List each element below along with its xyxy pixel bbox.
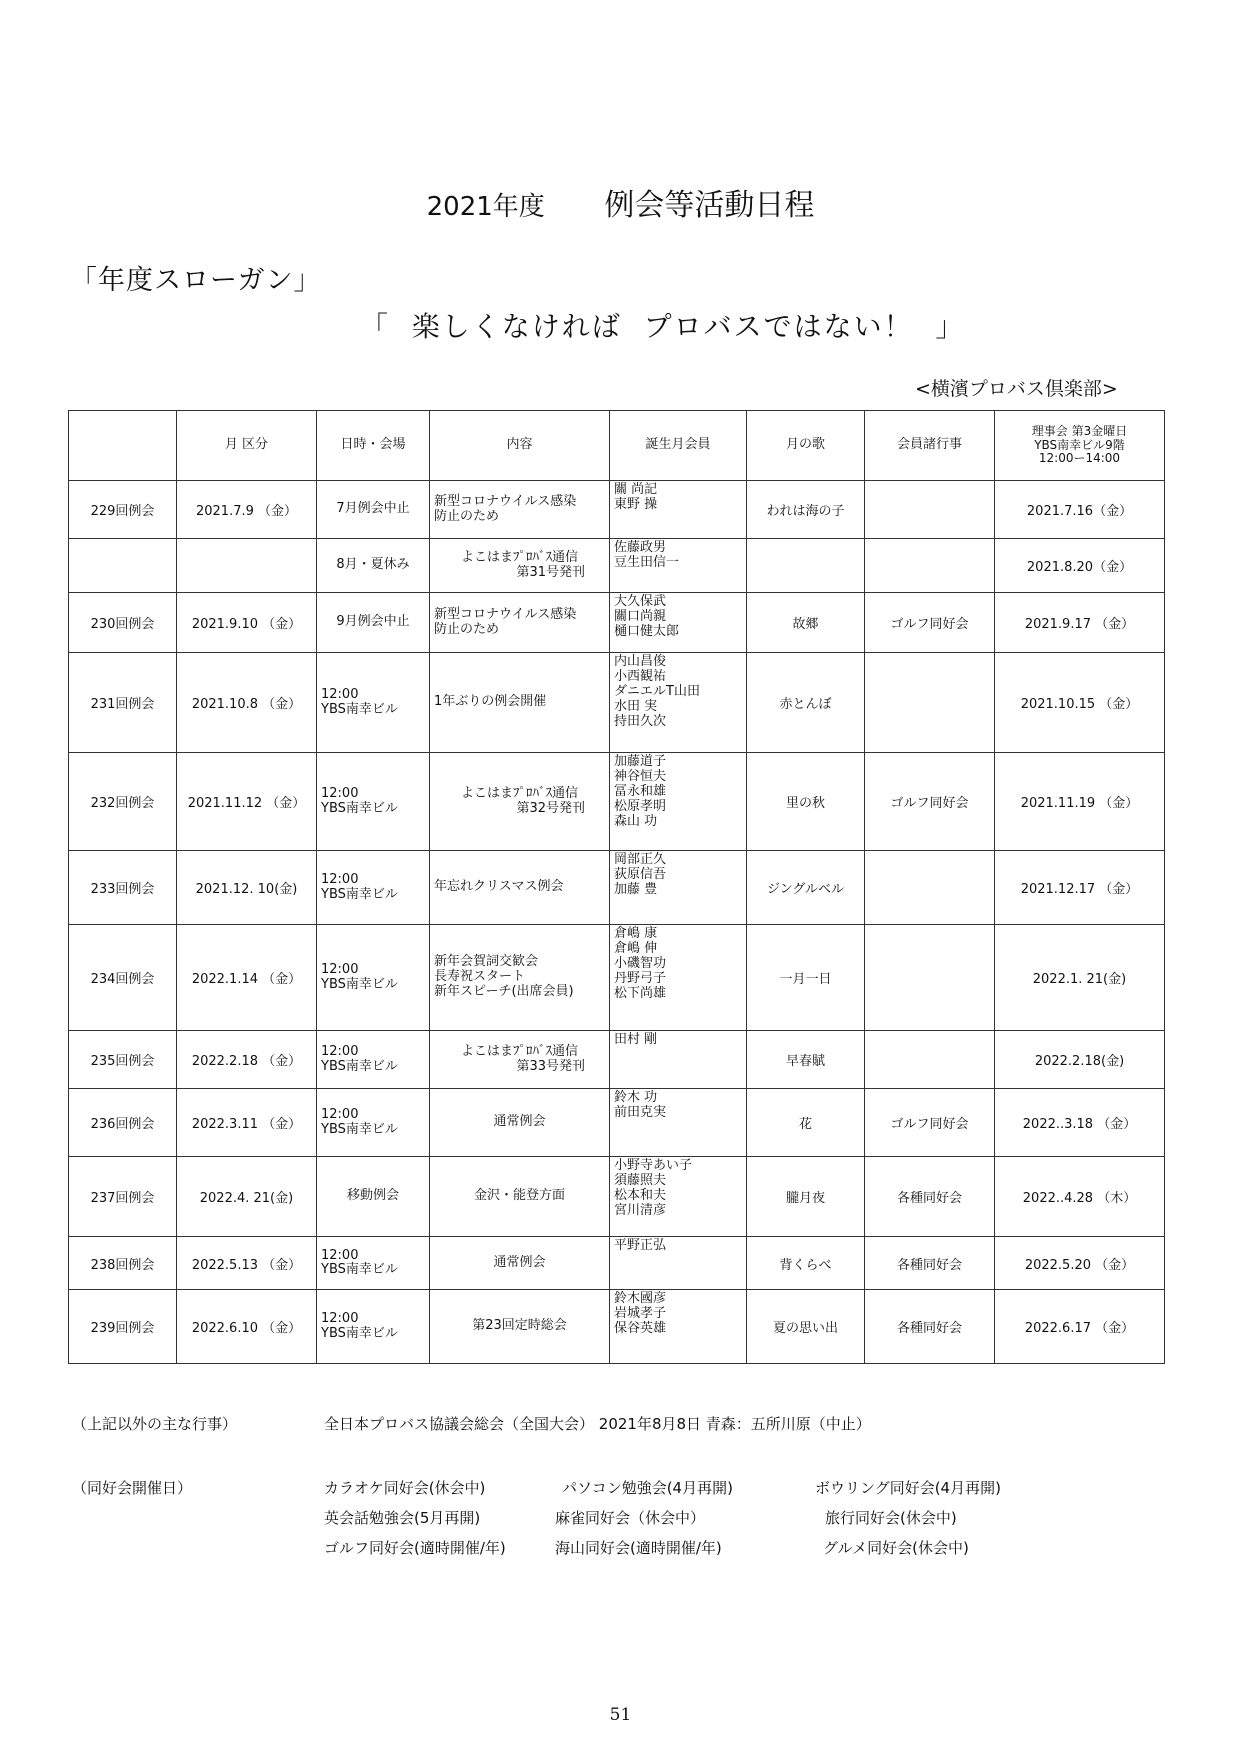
other-events-text: 全日本プロバス協議会総会（全国大会） 2021年8月8日 青森：五所川原（中止） — [324, 1415, 871, 1433]
birthday-cell-line: 保谷英雄 — [614, 1320, 667, 1336]
other-events-label: （上記以外の主な行事） — [72, 1415, 238, 1433]
content-cell-line: よこはまﾌﾟﾛﾊﾞｽ通信 — [460, 785, 578, 801]
table-row — [69, 481, 1165, 539]
content-cell-line: よこはまﾌﾟﾛﾊﾞｽ通信 — [460, 1043, 578, 1059]
table-header-row — [69, 411, 1165, 481]
events-cell — [865, 925, 995, 1031]
birthday-cell-line: 佐藤政男 — [614, 540, 667, 555]
birthday-cell-line: 松下尚雄 — [614, 985, 667, 1001]
venue-cell-line: 移動例会 — [346, 1188, 399, 1204]
meeting-cell: 237回例会 — [69, 1157, 177, 1237]
header-meeting — [69, 411, 177, 481]
birthday-cell-line: 平野正弘 — [614, 1238, 667, 1253]
content-cell — [430, 1089, 610, 1157]
venue-cell-line: YBS南幸ビル — [321, 1058, 398, 1074]
content-cell-line: 1年ぶりの例会開催 — [434, 694, 547, 710]
header-month: 月 区分 — [177, 411, 317, 481]
content-cell-line: 第33号発刊 — [516, 1058, 585, 1074]
birthday-cell-line: 關口尚親 — [614, 608, 667, 624]
schedule-table — [68, 410, 1165, 1364]
birthday-cell-line: ダニエルT山田 — [614, 683, 700, 699]
events-cell — [865, 481, 995, 539]
header-content: 内容 — [430, 411, 610, 481]
table-row — [69, 1089, 1165, 1157]
song-cell: われは海の子 — [747, 481, 865, 539]
birthday-cell-line: 東野 操 — [614, 496, 658, 512]
events-cell — [865, 851, 995, 925]
header-song: 月の歌 — [747, 411, 865, 481]
birthday-cell-line: 持田久次 — [614, 713, 667, 729]
birthday-cell — [610, 1089, 747, 1157]
slogan-text: 「 楽しくなければ プロバスではない！ 」 — [360, 310, 966, 343]
birthday-cell — [610, 753, 747, 851]
date-cell: 2022.4. 21(金) — [177, 1157, 317, 1237]
birthday-cell-line: 鈴木 功 — [614, 1090, 658, 1105]
date-cell: 2022.5.13 （金） — [177, 1237, 317, 1290]
content-cell — [430, 1157, 610, 1237]
birthday-cell-line: 荻原信吾 — [614, 866, 667, 882]
table-row — [69, 1290, 1165, 1364]
venue-cell — [317, 1089, 430, 1157]
venue-cell-line: YBS南幸ビル — [321, 976, 398, 992]
table-row — [69, 925, 1165, 1031]
events-cell: 各種同好会 — [865, 1237, 995, 1290]
board-date-cell: 2022.6.17 （金） — [995, 1290, 1165, 1364]
birthday-cell-line: 丹野弓子 — [614, 970, 667, 986]
venue-cell-line: 8月・夏休み — [336, 557, 410, 573]
birthday-cell-line: 前田克実 — [614, 1104, 667, 1120]
date-cell: 2021.12. 10(金) — [177, 851, 317, 925]
header-venue: 日時・会場 — [317, 411, 430, 481]
club-item: 英会話勉強会(5月再開) — [324, 1509, 481, 1527]
meeting-cell: 232回例会 — [69, 753, 177, 851]
header-board — [995, 411, 1165, 481]
club-item: ゴルフ同好会(適時開催/年) — [324, 1539, 506, 1557]
birthday-cell-line: 小野寺あい子 — [614, 1158, 693, 1173]
venue-cell — [317, 593, 430, 653]
venue-cell-line: YBS南幸ビル — [321, 1325, 398, 1341]
venue-cell — [317, 851, 430, 925]
meeting-cell: 235回例会 — [69, 1031, 177, 1089]
venue-cell — [317, 1031, 430, 1089]
content-cell-line: 新年会賀詞交歓会 — [434, 954, 539, 970]
club-item: 海山同好会(適時開催/年) — [555, 1539, 722, 1557]
club-name: <横濱プロバス倶楽部> — [915, 378, 1118, 400]
date-cell: 2022.1.14 （金） — [177, 925, 317, 1031]
venue-cell — [317, 653, 430, 753]
birthday-cell — [610, 1031, 747, 1089]
table-row — [69, 753, 1165, 851]
content-cell-line: 新型コロナウイルス感染 — [434, 493, 577, 509]
song-cell: 早春賦 — [747, 1031, 865, 1089]
board-date-cell: 2021.11.19 （金） — [995, 753, 1165, 851]
venue-cell-line: YBS南幸ビル — [321, 1262, 398, 1277]
board-date-cell: 2021.9.17 （金） — [995, 593, 1165, 653]
venue-cell — [317, 753, 430, 851]
table-row — [69, 851, 1165, 925]
venue-cell — [317, 539, 430, 593]
date-cell: 2021.9.10 （金） — [177, 593, 317, 653]
events-cell: ゴルフ同好会 — [865, 593, 995, 653]
club-item: パソコン勉強会(4月再開) — [562, 1479, 733, 1497]
content-cell-line: 通常例会 — [493, 1114, 546, 1130]
board-date-cell: 2021.8.20（金） — [995, 539, 1165, 593]
venue-cell-line: 12:00 — [321, 872, 359, 888]
club-item: 旅行同好会(休会中) — [825, 1509, 957, 1527]
birthday-cell-line: 森山 功 — [614, 813, 658, 829]
meeting-cell: 231回例会 — [69, 653, 177, 753]
birthday-cell-line: 田村 剛 — [614, 1032, 658, 1047]
birthday-cell-line: 須藤照夫 — [614, 1172, 667, 1188]
clubs-label: （同好会開催日） — [72, 1479, 193, 1497]
birthday-cell-line: 冨永和雄 — [614, 783, 667, 799]
song-cell: 朧月夜 — [747, 1157, 865, 1237]
birthday-cell — [610, 539, 747, 593]
venue-cell-line: 7月例会中止 — [336, 501, 410, 517]
birthday-cell-line: 加藤 豊 — [614, 881, 658, 897]
venue-cell — [317, 481, 430, 539]
birthday-cell-line: 樋口健太郎 — [614, 623, 680, 639]
title-main: 例会等活動日程 — [604, 188, 815, 223]
header-events: 会員諸行事 — [865, 411, 995, 481]
venue-cell-line: 12:00 — [321, 786, 359, 802]
birthday-cell-line: 小磯智功 — [614, 955, 667, 971]
table-row — [69, 653, 1165, 753]
meeting-cell: 236回例会 — [69, 1089, 177, 1157]
song-cell: 里の秋 — [747, 753, 865, 851]
table-row — [69, 1031, 1165, 1089]
venue-cell-line: YBS南幸ビル — [321, 886, 398, 902]
table-row — [69, 593, 1165, 653]
board-date-cell: 2022.1. 21(金) — [995, 925, 1165, 1031]
board-date-cell: 2022.2.18(金) — [995, 1031, 1165, 1089]
song-cell: 一月一日 — [747, 925, 865, 1031]
birthday-cell — [610, 1290, 747, 1364]
content-cell-line: 防止のため — [434, 508, 500, 524]
content-cell — [430, 481, 610, 539]
birthday-cell-line: 神谷恒夫 — [614, 768, 667, 784]
events-cell: ゴルフ同好会 — [865, 1089, 995, 1157]
meeting-cell: 229回例会 — [69, 481, 177, 539]
venue-cell-line: 9月例会中止 — [336, 614, 410, 630]
birthday-cell — [610, 1237, 747, 1290]
birthday-cell-line: 宮川清彦 — [614, 1202, 667, 1218]
board-date-cell: 2021.7.16（金） — [995, 481, 1165, 539]
content-cell-line: 防止のため — [434, 621, 500, 637]
events-cell: 各種同好会 — [865, 1290, 995, 1364]
table-row — [69, 539, 1165, 593]
content-cell — [430, 539, 610, 593]
birthday-cell-line: 松原孝明 — [614, 798, 667, 814]
content-cell — [430, 753, 610, 851]
content-cell-line: 第31号発刊 — [516, 564, 585, 580]
club-item: グルメ同好会(休会中) — [823, 1539, 969, 1557]
date-cell: 2021.10.8 （金） — [177, 653, 317, 753]
birthday-cell — [610, 653, 747, 753]
birthday-cell — [610, 925, 747, 1031]
date-cell: 2022.2.18 （金） — [177, 1031, 317, 1089]
birthday-cell-line: 倉嶋 伸 — [614, 940, 658, 956]
song-cell: 故郷 — [747, 593, 865, 653]
song-cell: 赤とんぼ — [747, 653, 865, 753]
board-date-cell: 2021.10.15 （金） — [995, 653, 1165, 753]
header-board-line: 12:00ー14:00 — [1038, 451, 1121, 466]
song-cell: 背くらべ — [747, 1237, 865, 1290]
meeting-cell: 234回例会 — [69, 925, 177, 1031]
meeting-cell: 230回例会 — [69, 593, 177, 653]
slogan-label: 「年度スローガン」 — [70, 265, 322, 296]
birthday-cell — [610, 1157, 747, 1237]
board-date-cell: 2022..4.28 （木） — [995, 1157, 1165, 1237]
birthday-cell — [610, 851, 747, 925]
birthday-cell-line: 水田 実 — [614, 698, 658, 714]
venue-cell-line: 12:00 — [321, 962, 359, 978]
venue-cell — [317, 925, 430, 1031]
content-cell — [430, 1290, 610, 1364]
content-cell-line: 第32号発刊 — [516, 800, 585, 816]
content-cell-line: 長寿祝スタート — [434, 969, 526, 985]
board-date-cell: 2022.5.20 （金） — [995, 1237, 1165, 1290]
venue-cell-line: YBS南幸ビル — [321, 1121, 398, 1137]
meeting-cell: 238回例会 — [69, 1237, 177, 1290]
venue-cell — [317, 1157, 430, 1237]
song-cell: 夏の思い出 — [747, 1290, 865, 1364]
venue-cell-line: YBS南幸ビル — [321, 701, 398, 717]
content-cell-line: 年忘れクリスマス例会 — [434, 879, 564, 895]
content-cell — [430, 1237, 610, 1290]
title-year: 2021年度 — [426, 192, 545, 222]
page-title — [0, 180, 1241, 224]
header-board-line: 理事会 第3金曜日 — [1031, 423, 1128, 438]
date-cell — [177, 539, 317, 593]
birthday-cell-line: 内山昌俊 — [614, 654, 667, 669]
birthday-cell — [610, 481, 747, 539]
content-cell-line: 金沢・能登方面 — [473, 1188, 565, 1204]
birthday-cell-line: 岩城孝子 — [614, 1305, 667, 1321]
song-cell: ジングルベル — [747, 851, 865, 925]
content-cell-line: よこはまﾌﾟﾛﾊﾞｽ通信 — [460, 549, 578, 565]
content-cell-line: 第23回定時総会 — [472, 1318, 567, 1334]
table-row — [69, 1157, 1165, 1237]
birthday-cell-line: 小西観祐 — [614, 668, 667, 684]
date-cell: 2021.11.12 （金） — [177, 753, 317, 851]
content-cell-line: 新型コロナウイルス感染 — [434, 606, 577, 622]
board-date-cell: 2022..3.18 （金） — [995, 1089, 1165, 1157]
events-cell: 各種同好会 — [865, 1157, 995, 1237]
board-date-cell: 2021.12.17 （金） — [995, 851, 1165, 925]
birthday-cell-line: 松本和夫 — [614, 1187, 667, 1203]
birthday-cell-line: 豆生田信一 — [614, 554, 680, 570]
content-cell — [430, 925, 610, 1031]
birthday-cell-line: 關 尚記 — [614, 482, 658, 497]
meeting-cell: 233回例会 — [69, 851, 177, 925]
header-board-line: YBS南幸ビル9階 — [1034, 437, 1125, 452]
venue-cell — [317, 1290, 430, 1364]
club-item: 麻雀同好会（休会中） — [555, 1509, 706, 1527]
meeting-cell: 239回例会 — [69, 1290, 177, 1364]
date-cell: 2022.6.10 （金） — [177, 1290, 317, 1364]
header-birthday: 誕生月会員 — [610, 411, 747, 481]
club-item: ボウリング同好会(4月再開) — [815, 1479, 1001, 1497]
song-cell — [747, 539, 865, 593]
table-row — [69, 1237, 1165, 1290]
birthday-cell-line: 加藤道子 — [614, 754, 667, 769]
venue-cell-line: 12:00 — [321, 1044, 359, 1060]
venue-cell-line: 12:00 — [321, 1311, 359, 1327]
venue-cell-line: YBS南幸ビル — [321, 800, 398, 816]
date-cell: 2022.3.11 （金） — [177, 1089, 317, 1157]
page-number: 51 — [609, 1705, 632, 1725]
song-cell: 花 — [747, 1089, 865, 1157]
venue-cell — [317, 1237, 430, 1290]
events-cell: ゴルフ同好会 — [865, 753, 995, 851]
birthday-cell-line: 岡部正久 — [614, 852, 667, 867]
content-cell — [430, 593, 610, 653]
content-cell-line: 通常例会 — [493, 1254, 546, 1270]
events-cell — [865, 1031, 995, 1089]
venue-cell-line: 12:00 — [321, 1247, 359, 1263]
content-cell — [430, 653, 610, 753]
birthday-cell-line: 鈴木國彦 — [614, 1291, 667, 1306]
events-cell — [865, 539, 995, 593]
content-cell-line: 新年スピーチ(出席会員) — [434, 983, 574, 999]
club-item: カラオケ同好会(休会中) — [324, 1479, 486, 1497]
birthday-cell-line: 大久保武 — [614, 594, 667, 609]
date-cell: 2021.7.9 （金） — [177, 481, 317, 539]
events-cell — [865, 653, 995, 753]
content-cell — [430, 851, 610, 925]
birthday-cell-line: 倉嶋 康 — [614, 926, 658, 941]
meeting-cell — [69, 539, 177, 593]
venue-cell-line: 12:00 — [321, 1107, 359, 1123]
birthday-cell — [610, 593, 747, 653]
content-cell — [430, 1031, 610, 1089]
venue-cell-line: 12:00 — [321, 687, 359, 703]
